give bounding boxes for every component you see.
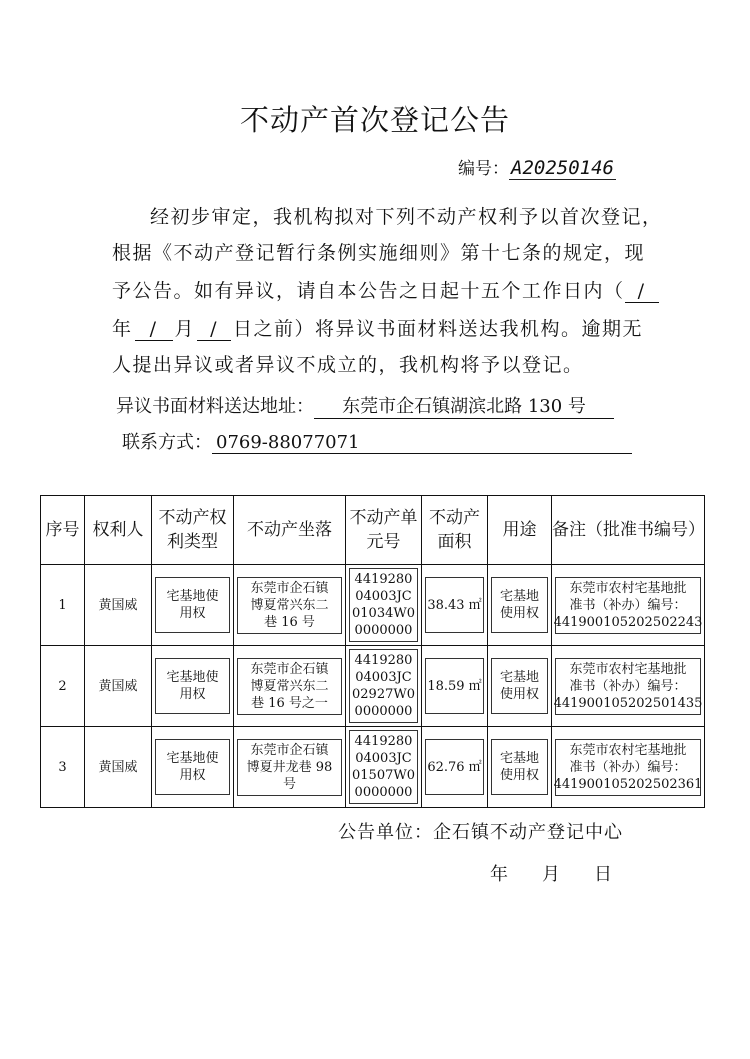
month-blank: / [135, 318, 173, 341]
cell-remark: 东莞市农村宅基地批 准书（补办）编号： 441900105202502243 [552, 565, 705, 646]
issuer: 公告单位：企石镇不动产登记中心 [338, 822, 623, 843]
date-day: 日 [594, 864, 612, 885]
cell-holder: 黄国威 [85, 727, 152, 808]
body-line-4 [112, 314, 643, 341]
header-area: 不动产 面积 [422, 496, 488, 565]
cell-remark: 东莞市农村宅基地批 准书（补办）编号： 441900105202501435 [552, 646, 705, 727]
document-number-value: A20250146 [511, 157, 614, 179]
address-value: 东莞市企石镇湖滨北路 130 号 [314, 392, 614, 419]
document-number-label: 编号： [458, 159, 509, 179]
table-row [41, 727, 705, 808]
year-label: 年 [112, 318, 133, 340]
month-label: 月 [174, 318, 196, 340]
cell-holder: 黄国威 [85, 565, 152, 646]
property-table [40, 495, 705, 808]
issue-date [490, 860, 612, 886]
cell-area: 62.76 ㎡ [422, 727, 488, 808]
body-line-3-text: 予公告。如有异议，请自本公告之日起十五个工作日内（ [112, 280, 625, 302]
cell-usage: 宅基地 使用权 [488, 727, 552, 808]
deadline-blank: / [625, 280, 659, 303]
contact-line [122, 428, 632, 454]
date-year: 年 [490, 864, 508, 885]
document-number [458, 154, 616, 179]
header-location: 不动产坐落 [234, 496, 346, 565]
cell-remark: 东莞市农村宅基地批 准书（补办）编号： 441900105202502361 [552, 727, 705, 808]
header-holder: 权利人 [85, 496, 152, 565]
cell-location: 东莞市企石镇 博夏井龙巷 98 号 [234, 727, 346, 808]
date-month: 月 [542, 864, 560, 885]
header-remark: 备注（批准书编号） [552, 496, 705, 565]
day-blank: / [197, 318, 231, 341]
page-title: 不动产首次登记公告 [239, 103, 510, 137]
cell-seq: 1 [41, 565, 85, 646]
cell-unit-no: 4419280 04003JC 01034W0 0000000 [346, 565, 422, 646]
cell-location: 东莞市企石镇 博夏常兴东二 巷 16 号之一 [234, 646, 346, 727]
cell-seq: 3 [41, 727, 85, 808]
address-label: 异议书面材料送达地址： [116, 396, 314, 417]
cell-unit-no: 4419280 04003JC 01507W0 0000000 [346, 727, 422, 808]
cell-right-type: 宅基地使 用权 [152, 646, 234, 727]
header-seq: 序号 [41, 496, 85, 565]
contact-label: 联系方式： [122, 432, 212, 453]
cell-usage: 宅基地 使用权 [488, 565, 552, 646]
cell-right-type: 宅基地使 用权 [152, 565, 234, 646]
cell-usage: 宅基地 使用权 [488, 646, 552, 727]
body-line-5: 人提出异议或者异议不成立的，我机构将予以登记。 [112, 354, 584, 376]
cell-area: 38.43 ㎡ [422, 565, 488, 646]
cell-unit-no: 4419280 04003JC 02927W0 0000000 [346, 646, 422, 727]
cell-seq: 2 [41, 646, 85, 727]
header-unit-no: 不动产单 元号 [346, 496, 422, 565]
cell-area: 18.59 ㎡ [422, 646, 488, 727]
address-line [116, 392, 614, 419]
cell-location: 东莞市企石镇 博夏常兴东二 巷 16 号 [234, 565, 346, 646]
cell-holder: 黄国威 [85, 646, 152, 727]
body-line-1: 经初步审定，我机构拟对下列不动产权利予以首次登记， [150, 206, 663, 228]
header-usage: 用途 [488, 496, 552, 565]
day-text: 日之前）将异议书面材料送达我机构。逾期无 [233, 318, 644, 340]
header-right-type: 不动产权 利类型 [152, 496, 234, 565]
contact-value: 0769-88077071 [212, 432, 632, 454]
table-header-row [41, 496, 705, 565]
cell-right-type: 宅基地使 用权 [152, 727, 234, 808]
body-line-3 [112, 276, 659, 303]
body-line-2: 根据《不动产登记暂行条例实施细则》第十七条的规定，现 [112, 242, 646, 264]
table-row [41, 646, 705, 727]
table-row [41, 565, 705, 646]
